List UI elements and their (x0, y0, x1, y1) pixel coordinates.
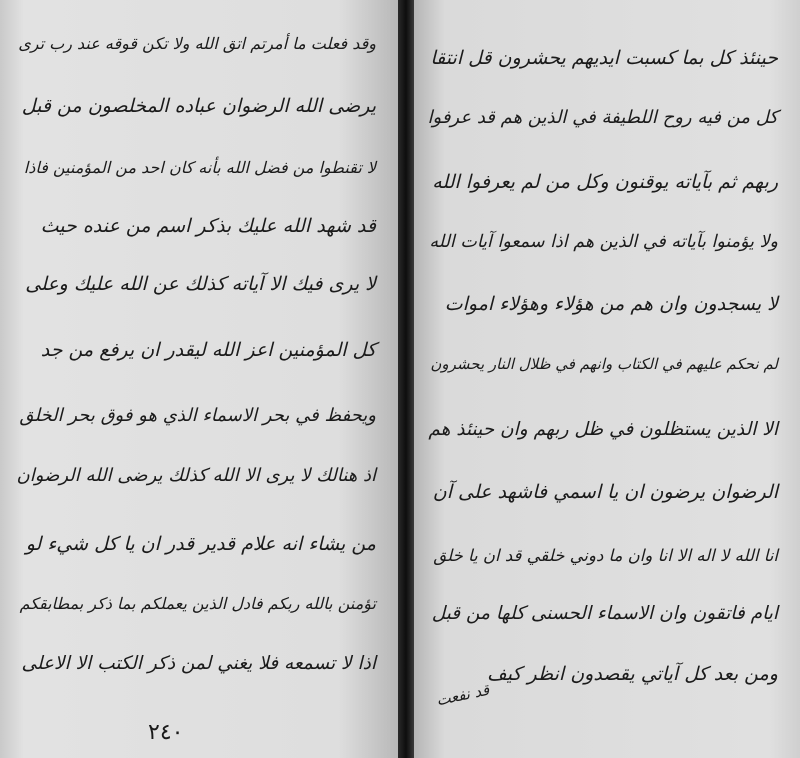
text-line: ايام فاتقون وان الاسماء الحسنى كلها من قبل (431, 603, 778, 624)
right-page-text (414, 0, 800, 758)
text-line: ويحفظ في بحر الاسماء الذي هو فوق بحر الخلق (19, 405, 376, 426)
text-line: ربهم ثم بآياته يوقنون وكل من لم يعرفوا الله (432, 171, 778, 193)
left-page (0, 0, 398, 758)
text-line: الرضوان يرضون ان يا اسمي فاشهد على آن (432, 481, 778, 503)
text-line: انا الله لا اله الا انا وان ما دوني خلقي قد ان يا خلق (433, 546, 778, 565)
text-line: لم نحكم عليهم في الكتاب وانهم في ظلال النار يحشرون (430, 355, 778, 373)
right-page (414, 0, 800, 758)
text-line: كل المؤمنين اعز الله ليقدر ان يرفع من جد (40, 339, 376, 361)
text-line: لا يرى فيك الا آياته كذلك عن الله عليك وعلى (25, 273, 376, 295)
left-page-text (0, 0, 398, 758)
text-line: كل من فيه روح اللطيفة في الذين هم قد عرفوا (427, 107, 778, 128)
text-line: من يشاء انه علام قدير قدر ان يا كل شيء لو (25, 533, 376, 555)
text-line: ومن بعد كل آياتي يقصدون انظر كيف (487, 663, 778, 685)
catchword: قد نفعت (434, 680, 491, 710)
text-line: قد شهد الله عليك بذكر اسم من عنده حيث (40, 215, 376, 237)
text-line: اذ هنالك لا يرى الا الله كذلك يرضى الله الرضوان (16, 465, 376, 486)
text-line: لا تقنطوا من فضل الله بأنه كان احد من المؤمنين فاذا (23, 158, 376, 177)
book-gutter (398, 0, 414, 758)
page-number: ٢٤٠ (148, 720, 184, 745)
text-line: لا يسجدون وان هم من هؤلاء وهؤلاء اموات (444, 293, 778, 315)
text-line: وقد فعلت ما أمرتم اتق الله ولا تكن قوقه عند رب ترى (18, 34, 376, 53)
text-line: الا الذين يستظلون في ظل ربهم وان حينئذ هم (428, 419, 778, 440)
text-line: ولا يؤمنوا بآياته في الذين هم اذا سمعوا آيات الله (429, 232, 778, 252)
text-line: اذا لا تسمعه فلا يغني لمن ذكر الكتب الا الاعلى (21, 653, 376, 674)
text-line: تؤمنن بالله ربكم فادل الذين يعملكم بما ذكر بمطابقكم (19, 594, 376, 613)
text-line: يرضى الله الرضوان عباده المخلصون من قبل (21, 95, 376, 117)
text-line: حينئذ كل بما كسبت ايديهم يحشرون قل انتقا (430, 47, 778, 69)
